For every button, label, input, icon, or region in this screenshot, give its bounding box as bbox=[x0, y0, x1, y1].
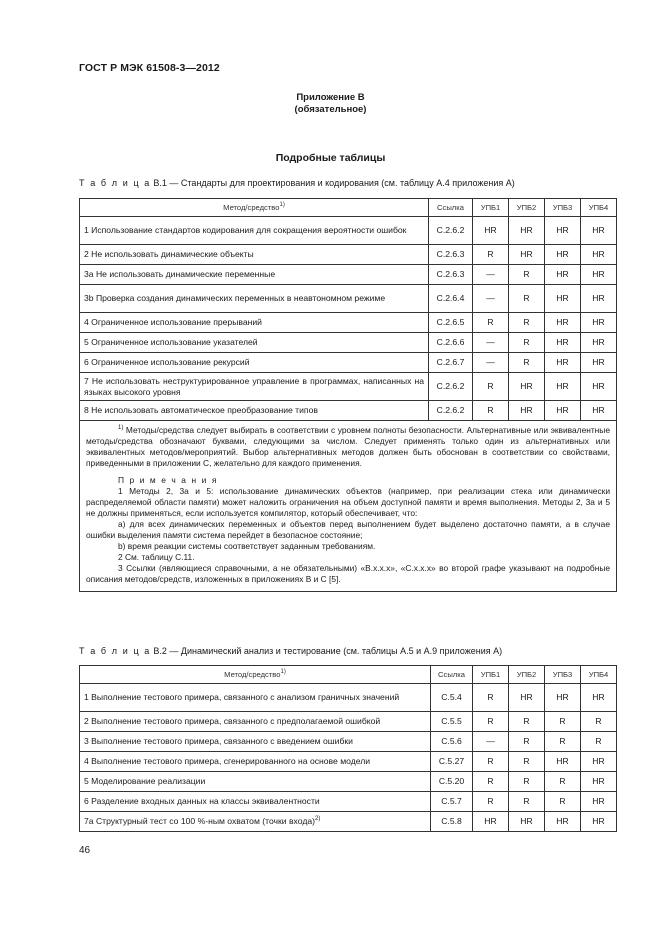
method-cell: 8 Не использовать автоматическое преобразование типов bbox=[80, 401, 429, 421]
table-row bbox=[80, 313, 617, 333]
method-cell bbox=[80, 812, 431, 832]
sil-cell: — bbox=[473, 353, 509, 373]
sil-cell: R bbox=[473, 712, 509, 732]
table2-col-sil2: УПБ2 bbox=[509, 666, 545, 684]
table1-note: 3 Ссылки (являющиеся справочными, а не обязательными) «В.х.х.х», «С.х.х.х» во второй графе указывают на подробные описания методов/средств, изложенных в приложениях В и С [5]. bbox=[86, 563, 610, 584]
sil-cell: HR bbox=[473, 812, 509, 832]
sil-cell: — bbox=[473, 333, 509, 353]
sil-cell: R bbox=[473, 792, 509, 812]
table-row bbox=[80, 684, 617, 712]
table1-note: a) для всех динамических переменных и объектов перед выполнением будет выделено достаточно памяти, а в случае ошибки выделения памяти система перейдет в безопасное состояние; bbox=[86, 519, 610, 540]
method-cell: 7 Не использовать неструктурированное управление в программах, написанных на языках высокого уровня bbox=[80, 373, 429, 401]
sil-cell: HR bbox=[545, 245, 581, 265]
method-cell: 3b Проверка создания динамических переменных в неавтономном режиме bbox=[80, 285, 429, 313]
sil-cell: R bbox=[473, 401, 509, 421]
sil-cell: HR bbox=[509, 373, 545, 401]
table1-col-method-sup: 1) bbox=[279, 202, 285, 208]
method-cell: 5 Моделирование реализации bbox=[80, 772, 431, 792]
sil-cell: R bbox=[545, 792, 581, 812]
table-row bbox=[80, 333, 617, 353]
ref-cell: С.5.8 bbox=[431, 812, 473, 832]
table-row bbox=[80, 792, 617, 812]
sil-cell: R bbox=[509, 333, 545, 353]
sil-cell: R bbox=[545, 712, 581, 732]
ref-cell: С.2.6.5 bbox=[429, 313, 473, 333]
table1-col-sil3: УПБ3 bbox=[545, 199, 581, 217]
sil-cell: HR bbox=[581, 772, 617, 792]
sil-cell: HR bbox=[581, 265, 617, 285]
table2-caption-label: Т а б л и ц а bbox=[79, 646, 151, 656]
method-cell: 1 Использование стандартов кодирования для сокращения вероятности ошибок bbox=[80, 217, 429, 245]
sil-cell: HR bbox=[545, 684, 581, 712]
ref-cell: С.2.6.2 bbox=[429, 217, 473, 245]
sil-cell: R bbox=[581, 712, 617, 732]
sil-cell: HR bbox=[581, 313, 617, 333]
page-number: 46 bbox=[79, 845, 91, 856]
method-sup: 2) bbox=[314, 816, 321, 822]
method-cell: 6 Разделение входных данных на классы эквивалентности bbox=[80, 792, 431, 812]
sil-cell: — bbox=[473, 732, 509, 752]
sil-cell: HR bbox=[545, 217, 581, 245]
annex-title: Приложение В bbox=[296, 92, 365, 103]
sil-cell: HR bbox=[581, 245, 617, 265]
sil-cell: HR bbox=[509, 245, 545, 265]
sil-cell: HR bbox=[581, 333, 617, 353]
ref-cell: С.5.7 bbox=[431, 792, 473, 812]
sil-cell: HR bbox=[545, 333, 581, 353]
table-row bbox=[80, 812, 617, 832]
sil-cell: R bbox=[509, 353, 545, 373]
table2-header-row bbox=[80, 666, 617, 684]
document-header: ГОСТ Р МЭК 61508-3—2012 bbox=[79, 62, 220, 74]
sil-cell: HR bbox=[545, 401, 581, 421]
table1-notes-row bbox=[80, 421, 617, 592]
sil-cell: R bbox=[509, 265, 545, 285]
ref-cell: С.5.5 bbox=[431, 712, 473, 732]
sil-cell: HR bbox=[545, 313, 581, 333]
table1-header-row bbox=[80, 199, 617, 217]
table1-notes-cell bbox=[80, 421, 617, 592]
sil-cell: R bbox=[545, 732, 581, 752]
method-cell: 4 Ограниченное использование прерываний bbox=[80, 313, 429, 333]
table2-caption-text: В.2 — Динамический анализ и тестирование (см. таблицы А.5 и А.9 приложения А) bbox=[150, 646, 503, 656]
sil-cell: HR bbox=[581, 353, 617, 373]
sil-cell: HR bbox=[581, 285, 617, 313]
sil-cell: R bbox=[581, 732, 617, 752]
method-cell: 5 Ограниченное использование указателей bbox=[80, 333, 429, 353]
sil-cell: R bbox=[473, 752, 509, 772]
table2-col-sil3: УПБ3 bbox=[545, 666, 581, 684]
table-row bbox=[80, 217, 617, 245]
table1-col-method bbox=[80, 199, 429, 217]
sil-cell: R bbox=[509, 772, 545, 792]
sil-cell: HR bbox=[581, 792, 617, 812]
sil-cell: HR bbox=[473, 217, 509, 245]
ref-cell: С.5.20 bbox=[431, 772, 473, 792]
sil-cell: HR bbox=[509, 401, 545, 421]
sil-cell: HR bbox=[545, 285, 581, 313]
sil-cell: HR bbox=[581, 373, 617, 401]
table1-col-ref: Ссылка bbox=[429, 199, 473, 217]
table-row bbox=[80, 712, 617, 732]
method-cell: 1 Выполнение тестового примера, связанного с анализом граничных значений bbox=[80, 684, 431, 712]
ref-cell: С.5.6 bbox=[431, 732, 473, 752]
table2-col-method bbox=[80, 666, 431, 684]
method-cell: 2 Выполнение тестового примера, связанного с предполагаемой ошибкой bbox=[80, 712, 431, 732]
table2-col-ref: Ссылка bbox=[431, 666, 473, 684]
table1-col-sil1: УПБ1 bbox=[473, 199, 509, 217]
sil-cell: HR bbox=[545, 812, 581, 832]
ref-cell: С.2.6.7 bbox=[429, 353, 473, 373]
sil-cell: R bbox=[509, 285, 545, 313]
sil-cell: R bbox=[509, 732, 545, 752]
table2-col-sil4: УПБ4 bbox=[581, 666, 617, 684]
annex-status: (обязательное) bbox=[294, 104, 367, 115]
ref-cell: С.2.6.6 bbox=[429, 333, 473, 353]
sil-cell: R bbox=[509, 712, 545, 732]
sil-cell: HR bbox=[545, 265, 581, 285]
sil-cell: HR bbox=[509, 684, 545, 712]
table-row bbox=[80, 732, 617, 752]
table1-col-sil4: УПБ4 bbox=[581, 199, 617, 217]
sil-cell: HR bbox=[581, 401, 617, 421]
section-heading: Подробные таблицы bbox=[275, 152, 386, 164]
sil-cell: HR bbox=[581, 684, 617, 712]
method-cell: 6 Ограниченное использование рекурсий bbox=[80, 353, 429, 373]
method-cell: 3 Выполнение тестового примера, связанного с введением ошибки bbox=[80, 732, 431, 752]
ref-cell: С.2.6.2 bbox=[429, 373, 473, 401]
table1-caption-text: В.1 — Стандарты для проектирования и кодирования (см. таблицу А.4 приложения А) bbox=[150, 178, 515, 188]
table2-col-method-sup: 1) bbox=[280, 669, 286, 675]
table-row bbox=[80, 285, 617, 313]
sil-cell: HR bbox=[581, 217, 617, 245]
table-row bbox=[80, 373, 617, 401]
method-cell: 3a Не использовать динамические переменные bbox=[80, 265, 429, 285]
method-cell: 4 Выполнение тестового примера, сгенерированного на основе модели bbox=[80, 752, 431, 772]
table-row bbox=[80, 245, 617, 265]
sil-cell: R bbox=[473, 245, 509, 265]
sil-cell: HR bbox=[545, 752, 581, 772]
sil-cell: — bbox=[473, 285, 509, 313]
table1-notes-title: П р и м е ч а н и я bbox=[118, 475, 218, 485]
table2-col-method-label: Метод/средство bbox=[224, 670, 281, 679]
sil-cell: HR bbox=[509, 812, 545, 832]
table1-col-method-label: Метод/средство bbox=[223, 203, 280, 212]
table1-footnote-sup: 1) bbox=[118, 425, 124, 431]
ref-cell: С.2.6.2 bbox=[429, 401, 473, 421]
table2-col-sil1: УПБ1 bbox=[473, 666, 509, 684]
sil-cell: HR bbox=[545, 353, 581, 373]
sil-cell: R bbox=[509, 313, 545, 333]
sil-cell: R bbox=[473, 772, 509, 792]
sil-cell: HR bbox=[509, 217, 545, 245]
sil-cell: — bbox=[473, 265, 509, 285]
table-row bbox=[80, 401, 617, 421]
sil-cell: R bbox=[545, 772, 581, 792]
ref-cell: С.2.6.3 bbox=[429, 245, 473, 265]
ref-cell: С.5.27 bbox=[431, 752, 473, 772]
sil-cell: R bbox=[473, 313, 509, 333]
ref-cell: С.5.4 bbox=[431, 684, 473, 712]
method-text: 7a Структурный тест со 100 %-ным охватом (точки входа) bbox=[84, 816, 315, 826]
table1-note: b) время реакции системы соответствует заданным требованиям. bbox=[118, 541, 376, 551]
sil-cell: HR bbox=[581, 812, 617, 832]
table1 bbox=[79, 198, 617, 592]
table1-footnote-text: Методы/средства следует выбирать в соответствии с уровнем полноты безопасности. Альтернативные или эквивалентные методы/средства обозначают буквами, следующими за числом. Следует применять только один из альтернативных или эквивалентных методов/мероприятий. Выбор альтернативных методов должен быть обоснован в соответствии со свойствами, приведенными в приложении С, желательно для каждого применения. bbox=[86, 425, 610, 468]
sil-cell: R bbox=[509, 792, 545, 812]
table1-footnote bbox=[86, 425, 610, 469]
table-row bbox=[80, 752, 617, 772]
ref-cell: С.2.6.4 bbox=[429, 285, 473, 313]
table-row bbox=[80, 772, 617, 792]
table-row bbox=[80, 353, 617, 373]
table1-col-sil2: УПБ2 bbox=[509, 199, 545, 217]
table1-caption-label: Т а б л и ц а bbox=[79, 178, 151, 188]
method-cell: 2 Не использовать динамические объекты bbox=[80, 245, 429, 265]
sil-cell: R bbox=[473, 373, 509, 401]
ref-cell: С.2.6.3 bbox=[429, 265, 473, 285]
sil-cell: HR bbox=[581, 752, 617, 772]
table1-note: 2 См. таблицу С.11. bbox=[118, 552, 195, 562]
table-row bbox=[80, 265, 617, 285]
sil-cell: R bbox=[509, 752, 545, 772]
table1-caption bbox=[79, 178, 515, 188]
sil-cell: R bbox=[473, 684, 509, 712]
table2-caption bbox=[79, 646, 502, 656]
sil-cell: HR bbox=[545, 373, 581, 401]
table2 bbox=[79, 665, 617, 832]
table1-note: 1 Методы 2, 3a и 5: использование динамических объектов (например, при реализации стека или динамически распределяемой области памяти) может наложить ограничения на объем доступной памяти и время выполнения. Методы 2, 3a и 5 не должны применяться, если используется компилятор, который обеспечивает, что: bbox=[86, 486, 610, 518]
